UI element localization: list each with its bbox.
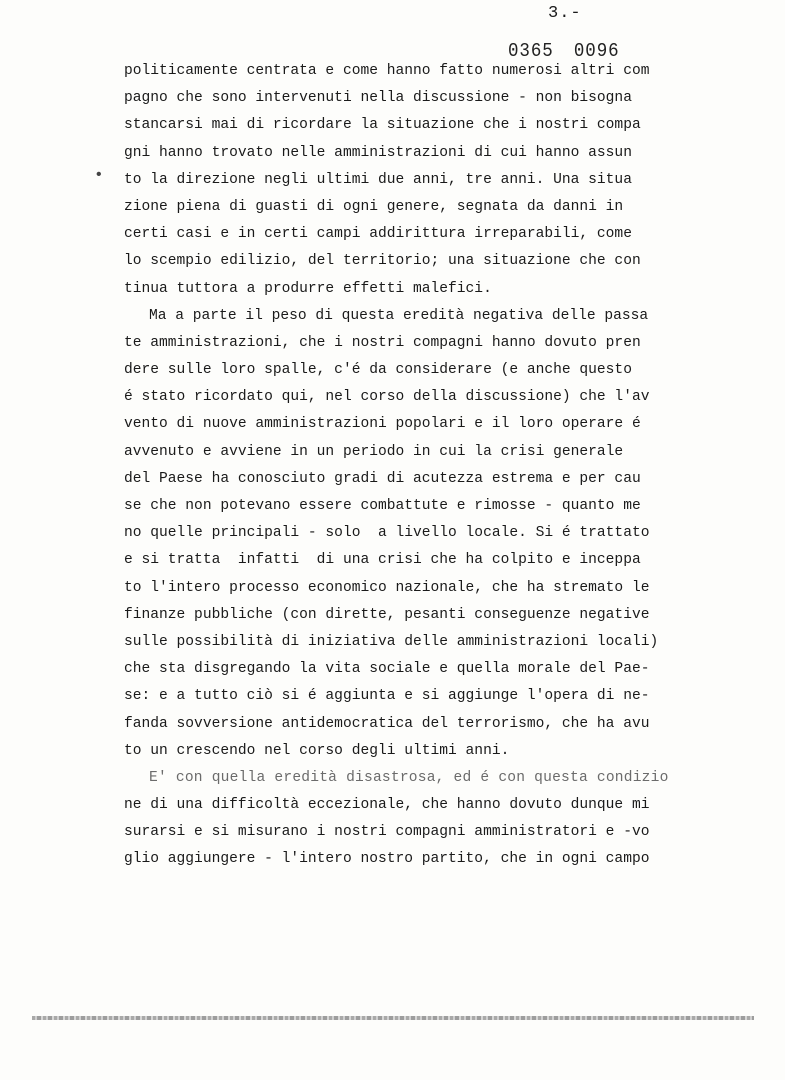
text-line: pagno che sono intervenuti nella discussione - non bisogna [124, 90, 632, 107]
text-line: fanda sovversione antidemocratica del terrorismo, che ha avu [124, 715, 650, 732]
text-line: finanze pubbliche (con dirette, pesanti conseguenze negative [124, 606, 650, 623]
text-line: stancarsi mai di ricordare la situazione che i nostri compa [124, 117, 641, 134]
text-line: E' con quella eredità disastrosa, ed é con questa condizio [149, 769, 669, 786]
text-line: to un crescendo nel corso degli ultimi anni. [124, 742, 510, 759]
text-line: certi casi e in certi campi addirittura irreparabili, come [124, 226, 632, 243]
margin-mark: • [94, 166, 104, 184]
text-line: zione piena di guasti di ogni genere, segnata da danni in [124, 198, 624, 215]
text-line: politicamente centrata e come hanno fatto numerosi altri com [124, 63, 650, 79]
typewritten-text [124, 58, 714, 874]
text-line: del Paese ha conosciuto gradi di acutezza estrema e per cau [124, 470, 641, 487]
text-line: surarsi e si misurano i nostri compagni amministratori e -vo [124, 824, 650, 841]
text-line: che sta disgregando la vita sociale e quella morale del Pae- [124, 661, 650, 678]
text-line: é stato ricordato qui, nel corso della discussione) che l'av [124, 389, 650, 406]
text-line: e si tratta infatti di una crisi che ha colpito e inceppa [124, 552, 641, 569]
text-line: lo scempio edilizio, del territorio; una situazione che con [124, 253, 641, 270]
text-line: te amministrazioni, che i nostri compagni hanno dovuto pren [124, 334, 641, 351]
text-line: Ma a parte il peso di questa eredità negativa delle passa [149, 307, 649, 324]
text-line: tinua tuttora a produrre effetti malefici. [124, 280, 492, 297]
page-number: 3.- [548, 4, 582, 23]
text-line: avvenuto e avviene in un periodo in cui la crisi generale [124, 443, 624, 460]
text-line: to la direzione negli ultimi due anni, tre anni. Una situa [124, 171, 632, 188]
text-line: se: e a tutto ciò si é aggiunta e si aggiunge l'opera di ne- [124, 688, 650, 705]
text-line: se che non potevano essere combattute e rimosse - quanto me [124, 498, 641, 514]
text-line: to l'intero processo economico nazionale, che ha stremato le [124, 579, 650, 596]
text-line: dere sulle loro spalle, c'é da considerare (e anche questo [124, 362, 632, 379]
text-line: vento di nuove amministrazioni popolari e il loro operare é [124, 416, 641, 433]
scan-edge-rule [32, 1016, 754, 1020]
archive-code-part: 0096 [573, 40, 620, 62]
text-line: gni hanno trovato nelle amministrazioni di cui hanno assun [124, 144, 632, 161]
text-line: ne di una difficoltà eccezionale, che hanno dovuto dunque mi [124, 797, 650, 814]
text-line: no quelle principali - solo a livello locale. Si é trattato [124, 525, 650, 542]
text-line: sulle possibilità di iniziativa delle amministrazioni locali) [124, 633, 659, 650]
archive-code-part: 0365 [508, 40, 554, 62]
text-line: glio aggiungere - l'intero nostro partito, che in ogni campo [124, 851, 650, 868]
